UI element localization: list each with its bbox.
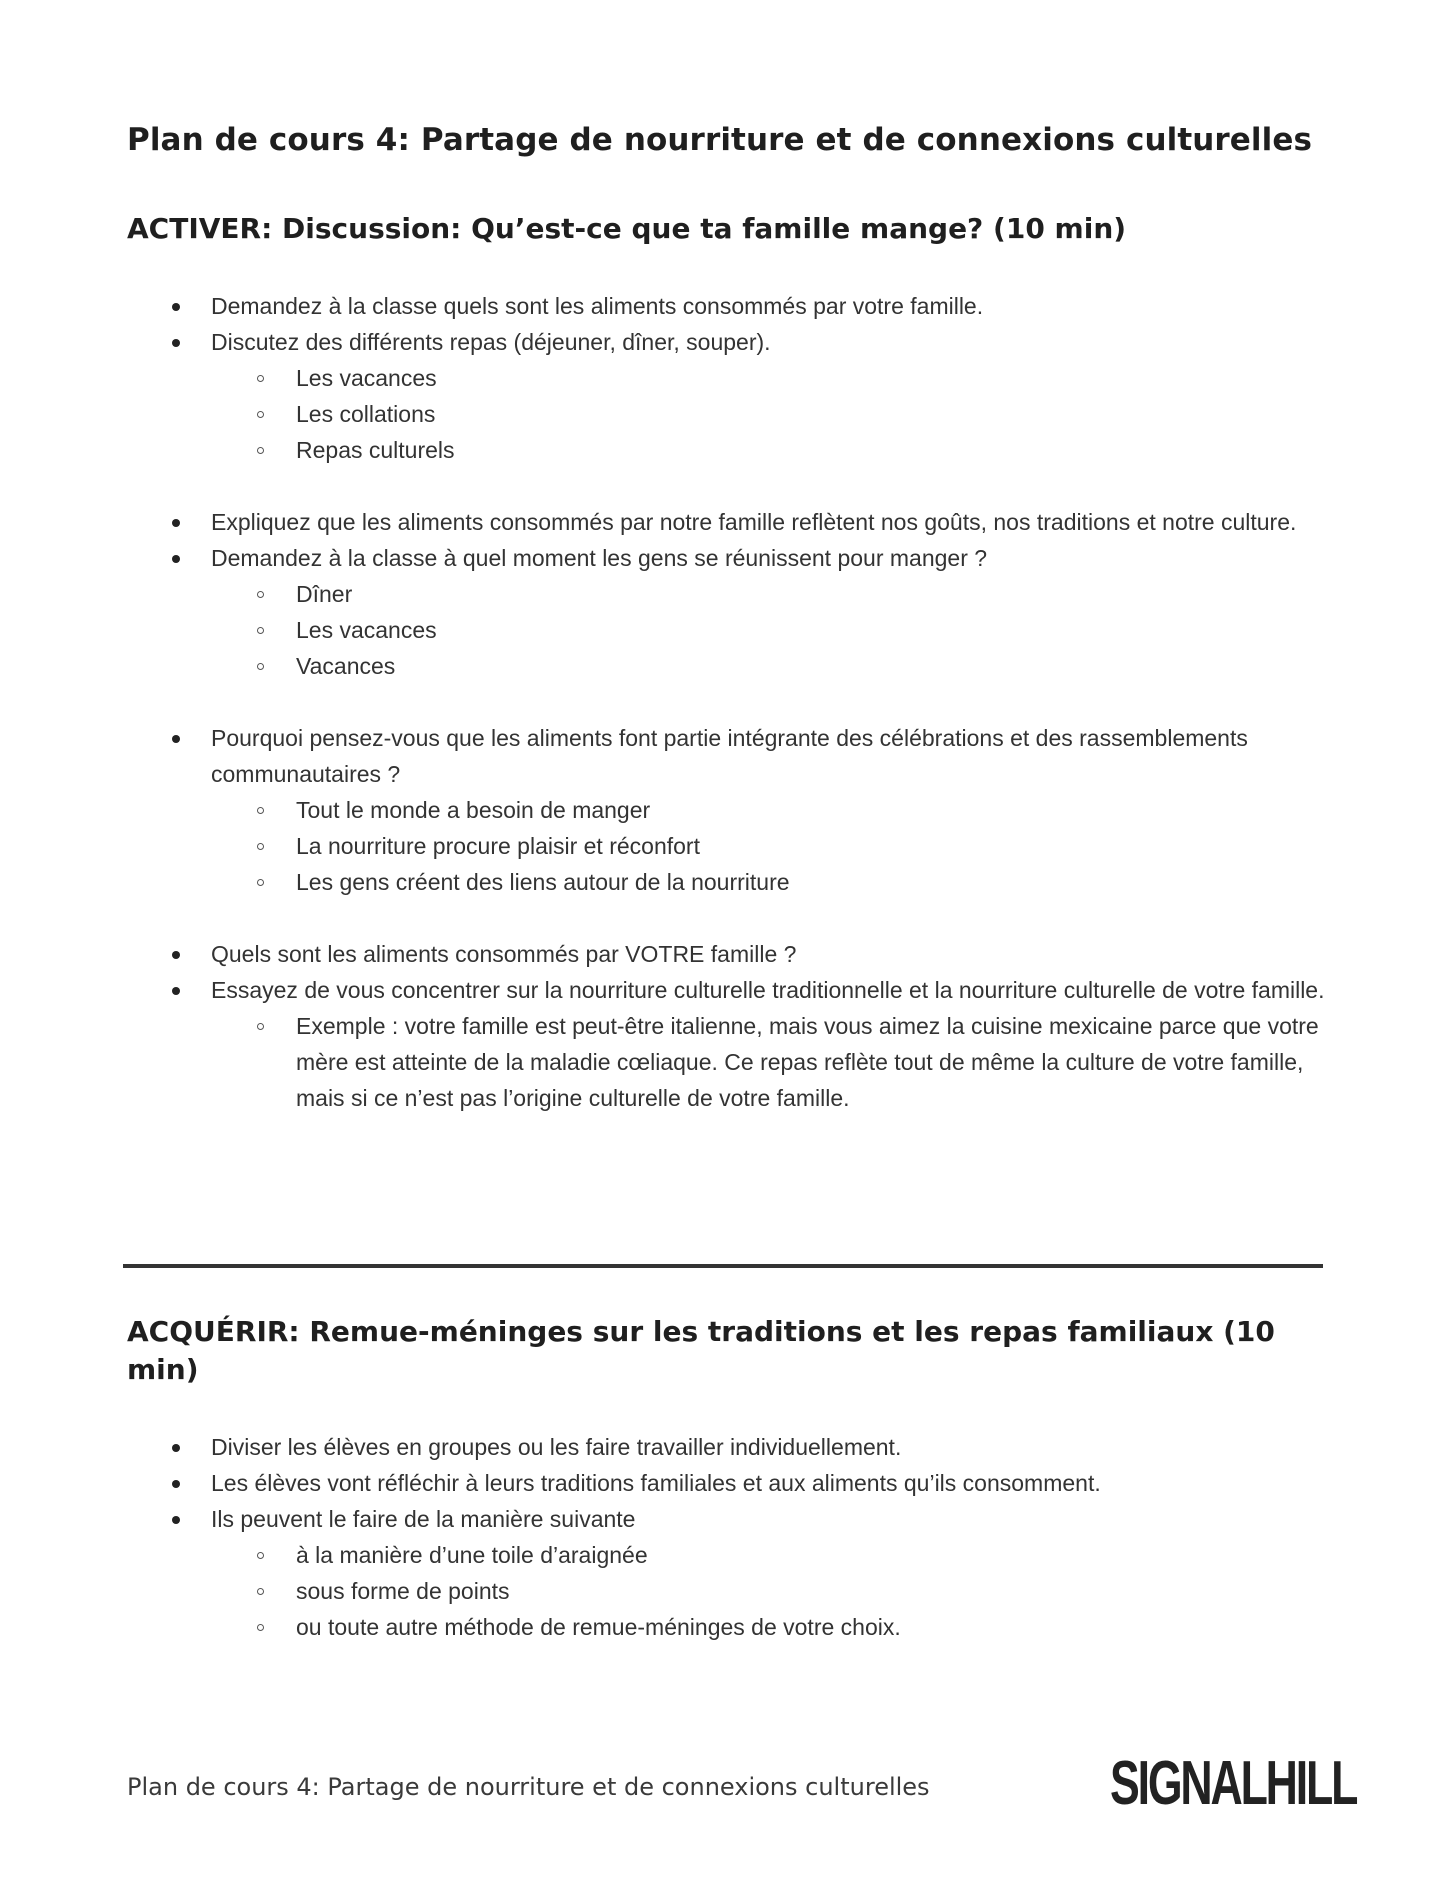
section-divider — [123, 1264, 1323, 1268]
sub-list-item: ou toute autre méthode de remue-méninges de votre choix. — [127, 1609, 1327, 1645]
list-item: Essayez de vous concentrer sur la nourriture culturelle traditionnelle et la nourriture culturelle de votre famille. Exemple : votre famille est peut-être italienne, mais vous aimez la cuisine mexicaine parce que votre mère est atteinte de la maladie cœliaque. Ce repas reflète tout de même la culture de votre famille, mais si ce n’est pas l’origine culturelle de votre famille. — [127, 972, 1327, 1116]
sub-list-item: Les vacances — [127, 612, 1327, 648]
list-item: Diviser les élèves en groupes ou les faire travailler individuellement. — [127, 1429, 1327, 1465]
sub-list — [211, 792, 1327, 900]
sub-list-item: Exemple : votre famille est peut-être italienne, mais vous aimez la cuisine mexicaine parce que votre mère est atteinte de la maladie cœliaque. Ce repas reflète tout de même la culture de votre famille, mais si ce n’est pas l’origine culturelle de votre famille. — [127, 1008, 1327, 1116]
list-item: Demandez à la classe quels sont les aliments consommés par votre famille. — [127, 288, 1327, 324]
list-item: Expliquez que les aliments consommés par notre famille reflètent nos goûts, nos traditions et notre culture. — [127, 504, 1327, 540]
list-item: Quels sont les aliments consommés par VOTRE famille ? — [127, 936, 1327, 972]
sub-list-item: Dîner — [127, 576, 1327, 612]
sub-list-item: Tout le monde a besoin de manger — [127, 792, 1327, 828]
section-activate — [127, 122, 1327, 1116]
activate-list-3 — [127, 720, 1327, 900]
footer-text: Plan de cours 4: Partage de nourriture et de connexions culturelles — [127, 1773, 930, 1801]
activate-list-2 — [127, 504, 1327, 684]
list-item: Pourquoi pensez-vous que les aliments font partie intégrante des célébrations et des rassemblements communautaires ? Tout le monde a besoin de manger La nourriture procure plaisir et réconfort Les gens créent des liens autour de la nourriture — [127, 720, 1327, 900]
list-item: Ils peuvent le faire de la manière suivante à la manière d’une toile d’araignée sous forme de points ou toute autre méthode de remue-méninges de votre choix. — [127, 1501, 1327, 1645]
acquire-heading: ACQUÉRIR: Remue-méninges sur les traditions et les repas familiaux (10 min) — [127, 1315, 1275, 1386]
list-item: Demandez à la classe à quel moment les gens se réunissent pour manger ? Dîner Les vacances Vacances — [127, 540, 1327, 684]
sub-list-item: Les collations — [127, 396, 1327, 432]
sub-list-item: Les gens créent des liens autour de la nourriture — [127, 864, 1327, 900]
sub-list — [211, 1008, 1327, 1116]
activate-list-4 — [127, 936, 1327, 1116]
sub-list-item: Repas culturels — [127, 432, 1327, 468]
sub-list — [211, 1537, 1327, 1645]
sub-list-item: sous forme de points — [127, 1573, 1327, 1609]
sub-list-item: à la manière d’une toile d’araignée — [127, 1537, 1327, 1573]
list-item: Discutez des différents repas (déjeuner, dîner, souper). Les vacances Les collations Repas culturels — [127, 324, 1327, 468]
sub-list — [211, 360, 1327, 468]
sub-list-item: Les vacances — [127, 360, 1327, 396]
section-acquire — [127, 1313, 1327, 1645]
activate-list — [127, 288, 1327, 468]
activate-heading: ACTIVER: Discussion: Qu’est-ce que ta famille mange? (10 min) — [127, 212, 1127, 245]
sub-list-item: Vacances — [127, 648, 1327, 684]
acquire-list — [127, 1429, 1327, 1645]
sub-list — [211, 576, 1327, 684]
signalhill-logo: SIGNALHILL — [1110, 1749, 1357, 1818]
list-item: Les élèves vont réfléchir à leurs traditions familiales et aux aliments qu’ils consomment. — [127, 1465, 1327, 1501]
page-title: Plan de cours 4: Partage de nourriture et de connexions culturelles — [127, 122, 1313, 158]
sub-list-item: La nourriture procure plaisir et réconfort — [127, 828, 1327, 864]
